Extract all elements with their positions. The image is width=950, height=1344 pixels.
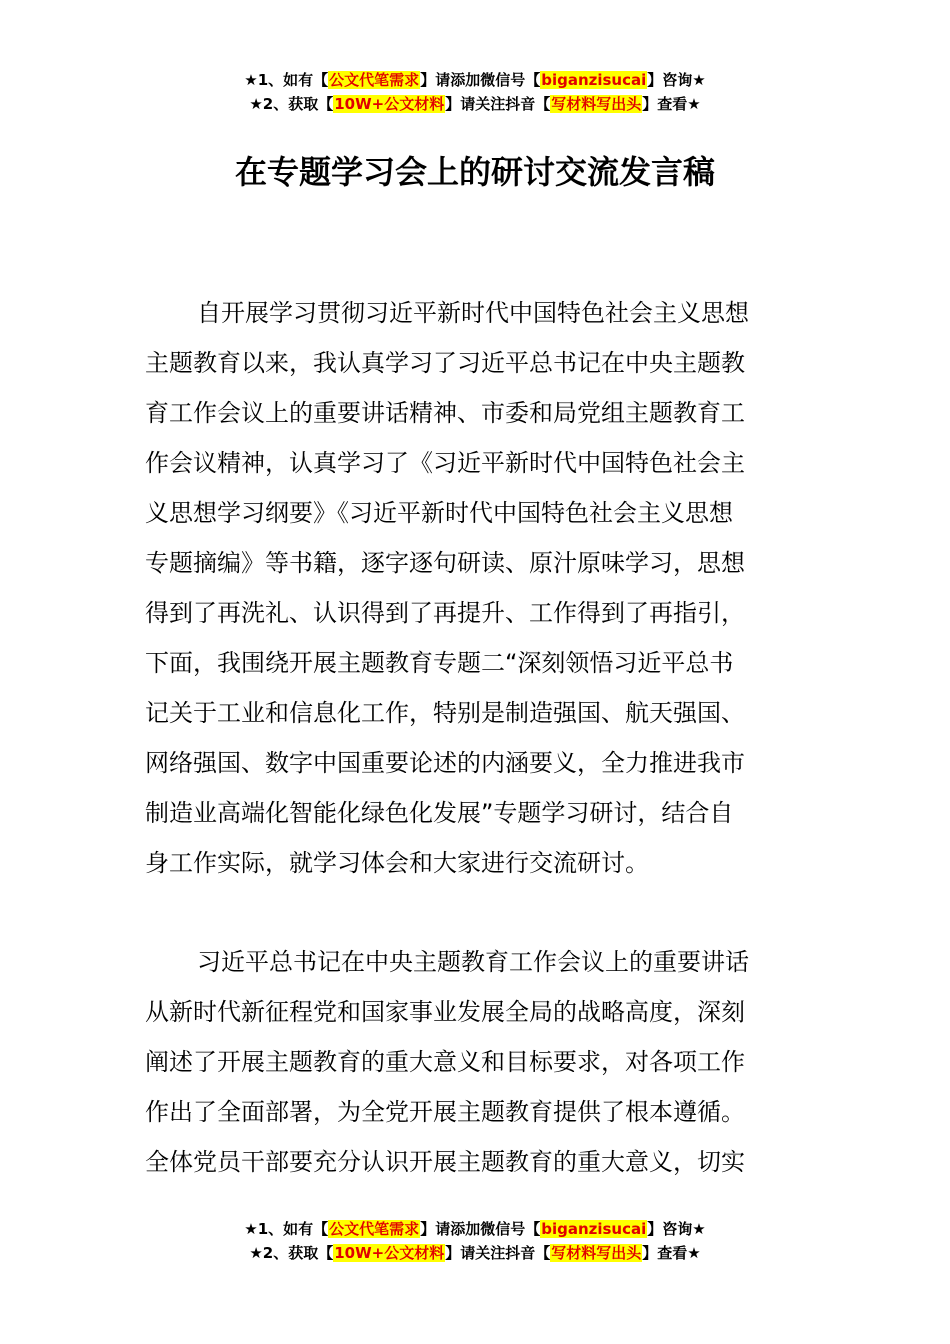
banner-highlight: 写材料写出头 bbox=[551, 95, 642, 113]
document-title: 在专题学习会上的研讨交流发言稿 bbox=[234, 153, 715, 191]
banner-line-2 bbox=[0, 92, 950, 116]
paragraph-line: 身工作实际，就学习体会和大家进行交流研讨。 bbox=[145, 849, 649, 877]
paragraph-line: 专题摘编》等书籍，逐字逐句研读、原汁原味学习，思想 bbox=[145, 549, 745, 577]
banner-text: ★2、获取【 bbox=[249, 1244, 334, 1262]
banner-highlight: 10W+公文材料 bbox=[334, 1244, 445, 1262]
banner-text: 】查看★ bbox=[642, 95, 701, 113]
banner-line-2 bbox=[0, 1241, 950, 1265]
banner-text: ★2、获取【 bbox=[249, 95, 334, 113]
paragraph-line: 自开展学习贯彻习近平新时代中国特色社会主义思想 bbox=[197, 299, 749, 327]
paragraph-line: 全体党员干部要充分认识开展主题教育的重大意义，切实 bbox=[145, 1148, 745, 1176]
banner-highlight: 写材料写出头 bbox=[551, 1244, 642, 1262]
paragraph-line: 主题教育以来，我认真学习了习近平总书记在中央主题教 bbox=[145, 349, 745, 377]
banner-text: 】咨询★ bbox=[647, 71, 706, 89]
banner-highlight: biganzisucai bbox=[541, 71, 647, 89]
paragraph-line: 作出了全面部署，为全党开展主题教育提供了根本遵循。 bbox=[145, 1098, 745, 1126]
banner-text: 】请关注抖音【 bbox=[445, 95, 551, 113]
banner-highlight: 10W+公文材料 bbox=[334, 95, 445, 113]
paragraph-line: 得到了再洗礼、认识得到了再提升、工作得到了再指引， bbox=[145, 599, 745, 627]
paragraph-1 bbox=[145, 288, 807, 888]
bottom-banner bbox=[0, 1217, 950, 1265]
banner-text: ★1、如有【 bbox=[244, 1220, 329, 1238]
paragraph-line: 阐述了开展主题教育的重大意义和目标要求，对各项工作 bbox=[145, 1048, 745, 1076]
banner-line-1 bbox=[0, 1217, 950, 1241]
paragraph-line: 记关于工业和信息化工作，特别是制造强国、航天强国、 bbox=[145, 699, 745, 727]
banner-text: 】查看★ bbox=[642, 1244, 701, 1262]
banner-text: 】请关注抖音【 bbox=[445, 1244, 551, 1262]
paragraph-line: 育工作会议上的重要讲话精神、市委和局党组主题教育工 bbox=[145, 399, 745, 427]
paragraph-line: 网络强国、数字中国重要论述的内涵要义，全力推进我市 bbox=[145, 749, 745, 777]
paragraph-line: 义思想学习纲要》《习近平新时代中国特色社会主义思想 bbox=[145, 499, 733, 527]
banner-highlight: 公文代笔需求 bbox=[329, 1220, 420, 1238]
banner-line-1 bbox=[0, 68, 950, 92]
top-banner bbox=[0, 68, 950, 116]
banner-highlight: biganzisucai bbox=[541, 1220, 647, 1238]
banner-highlight: 公文代笔需求 bbox=[329, 71, 420, 89]
banner-text: ★1、如有【 bbox=[244, 71, 329, 89]
paragraph-line: 作会议精神，认真学习了《习近平新时代中国特色社会主 bbox=[145, 449, 745, 477]
paragraph-line: 下面，我围绕开展主题教育专题二“深刻领悟习近平总书 bbox=[145, 649, 734, 677]
banner-text: 】请添加微信号【 bbox=[420, 1220, 541, 1238]
paragraph-line: 制造业高端化智能化绿色化发展”专题学习研讨，结合自 bbox=[145, 799, 734, 827]
banner-text: 】请添加微信号【 bbox=[420, 71, 541, 89]
paragraph-line: 从新时代新征程党和国家事业发展全局的战略高度，深刻 bbox=[145, 998, 745, 1026]
paragraph-line: 习近平总书记在中央主题教育工作会议上的重要讲话 bbox=[197, 948, 749, 976]
paragraph-2 bbox=[145, 937, 807, 1187]
banner-text: 】咨询★ bbox=[647, 1220, 706, 1238]
